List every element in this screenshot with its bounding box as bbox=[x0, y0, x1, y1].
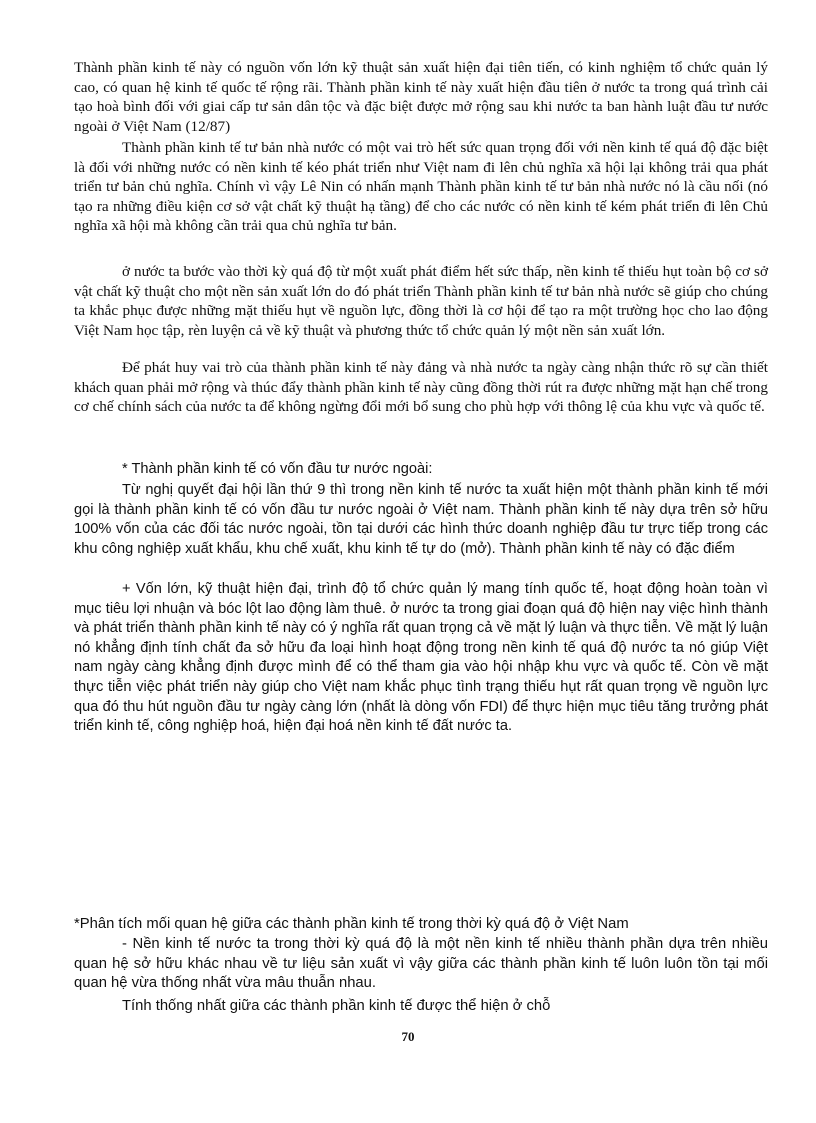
paragraph-foreign-investment-features: + Vốn lớn, kỹ thuật hiện đại, trình độ tổ chức quản lý mang tính quốc tế, hoạt động hoàn toàn vì mục tiêu lợi nhuận và bóc lột lao động làm thuê. ở nước ta trong giai đoạn quá độ hiện nay việc hình thành và phát triển thành phần kinh tế này có ý nghĩa rất quan trọng cả về mặt lý luận và thực tiễn. Về mặt lý luận nó khẳng định tính chất đa sở hữu đa loại hình hoạt động trong nền kinh tế quá độ nước ta nó giúp Việt nam ngày càng khẳng định được mình để có thể tham gia vào hội nhập khu vực và quốc tế. Còn về mặt thực tiễn việc phát triển này giúp cho Việt nam khắc phục tình trạng thiếu hụt rất quan trọng về nguồn lực qua đó thu hút nguồn đầu tư ngày càng lớn (nhất là dòng vốn FDI) để thực hiện mục tiêu tăng trưởng phát triển kinh tế, công nghiệp hoá, hiện đại hoá nền kinh tế đất nước ta. bbox=[74, 581, 768, 735]
section-heading-relationship-analysis: *Phân tích mối quan hệ giữa các thành phần kinh tế trong thời kỳ quá độ ở Việt Nam bbox=[74, 916, 629, 932]
paragraph-party-policy: Để phát huy vai trò của thành phần kinh tế này đảng và nhà nước ta ngày càng nhận thức rõ sự cần thiết khách quan phải mở rộng và thúc đẩy thành phần kinh tế này cũng đồng thời rút ra được những mặt hạn chế trong cơ chế chính sách của nước ta để không ngừng đổi mới bổ sung cho phù hợp với thông lệ của khu vực và quốc tế. bbox=[74, 359, 768, 416]
paragraph-unity-intro: Tính thống nhất giữa các thành phần kinh tế được thể hiện ở chỗ bbox=[122, 998, 551, 1014]
paragraph-state-capitalism-role: Thành phần kinh tế tư bản nhà nước có một vai trò hết sức quan trọng đối với nền kinh tế quá độ đặc biệt là đối với những nước có nền kinh tế kéo phát triển như Việt nam đi lên chủ nghĩa xã hội lại không trải qua phát triển tư bản chủ nghĩa. Chính vì vậy Lê Nin có nhấn mạnh Thành phần kinh tế tư bản nhà nước nó là cầu nối (nó tạo ra những điều kiện cơ sở vật chất kỹ thuật hạ tầng) để cho các nước có nền kinh tế kém phát triển đi lên Chủ nghĩa xã hội mà không cần trải qua chủ nghĩa tư bản. bbox=[74, 139, 768, 235]
paragraph-capital-features: Thành phần kinh tế này có nguồn vốn lớn kỹ thuật sản xuất hiện đại tiên tiến, có kinh nghiệm tổ chức quản lý cao, có quan hệ kinh tế quốc tế rộng rãi. Thành phần kinh tế này xuất hiện đầu tiên ở nước ta trong quá trình cải tạo hoà bình đối với giai cấp tư sản dân tộc và đặc biệt được mở rộng sau khi nước ta ban hành luật đầu tư nước ngoài ở Việt Nam (12/87) bbox=[74, 59, 768, 135]
page-number: 70 bbox=[401, 1029, 415, 1044]
paragraph-foreign-investment-origin: Từ nghị quyết đại hội lần thứ 9 thì trong nền kinh tế nước ta xuất hiện một thành phần kinh tế mới gọi là thành phần kinh tế có vốn đầu tư nước ngoài ở Việt nam. Thành phần kinh tế này dựa trên sở hữu 100% vốn của các đối tác nước ngoài, tồn tại dưới các hình thức doanh nghiệp đầu tư trực tiếp trong các khu công nghiệp xuất khẩu, khu chế xuất, khu kinh tế tự do (mở). Thành phần kinh tế này có đặc điểm bbox=[74, 482, 768, 557]
section-heading-foreign-investment: * Thành phần kinh tế có vốn đầu tư nước ngoài: bbox=[122, 461, 433, 477]
paragraph-multi-sector-economy: - Nền kinh tế nước ta trong thời kỳ quá độ là một nền kinh tế nhiều thành phần dựa trên nhiều quan hệ sở hữu khác nhau về tư liệu sản xuất vì vậy giữa các thành phần kinh tế luôn luôn tồn tại mối quan hệ vừa thống nhất vừa mâu thuẫn nhau. bbox=[74, 936, 768, 992]
paragraph-vietnam-starting-point: ở nước ta bước vào thời kỳ quá độ từ một xuất phát điểm hết sức thấp, nền kinh tế thiếu hụt toàn bộ cơ sở vật chất kỹ thuật cho một nền sản xuất lớn do đó phát triển Thành phần kinh tế tư bản nhà nước sẽ giúp cho chúng ta khắc phục được những mặt thiếu hụt về nguồn lực, đồng thời là cơ hội để tạo ra một trường học cho lao động Việt Nam học tập, rèn luyện cả về kỹ thuật và phương thức tổ chức quản lý một nền sản xuất lớn. bbox=[74, 263, 769, 339]
